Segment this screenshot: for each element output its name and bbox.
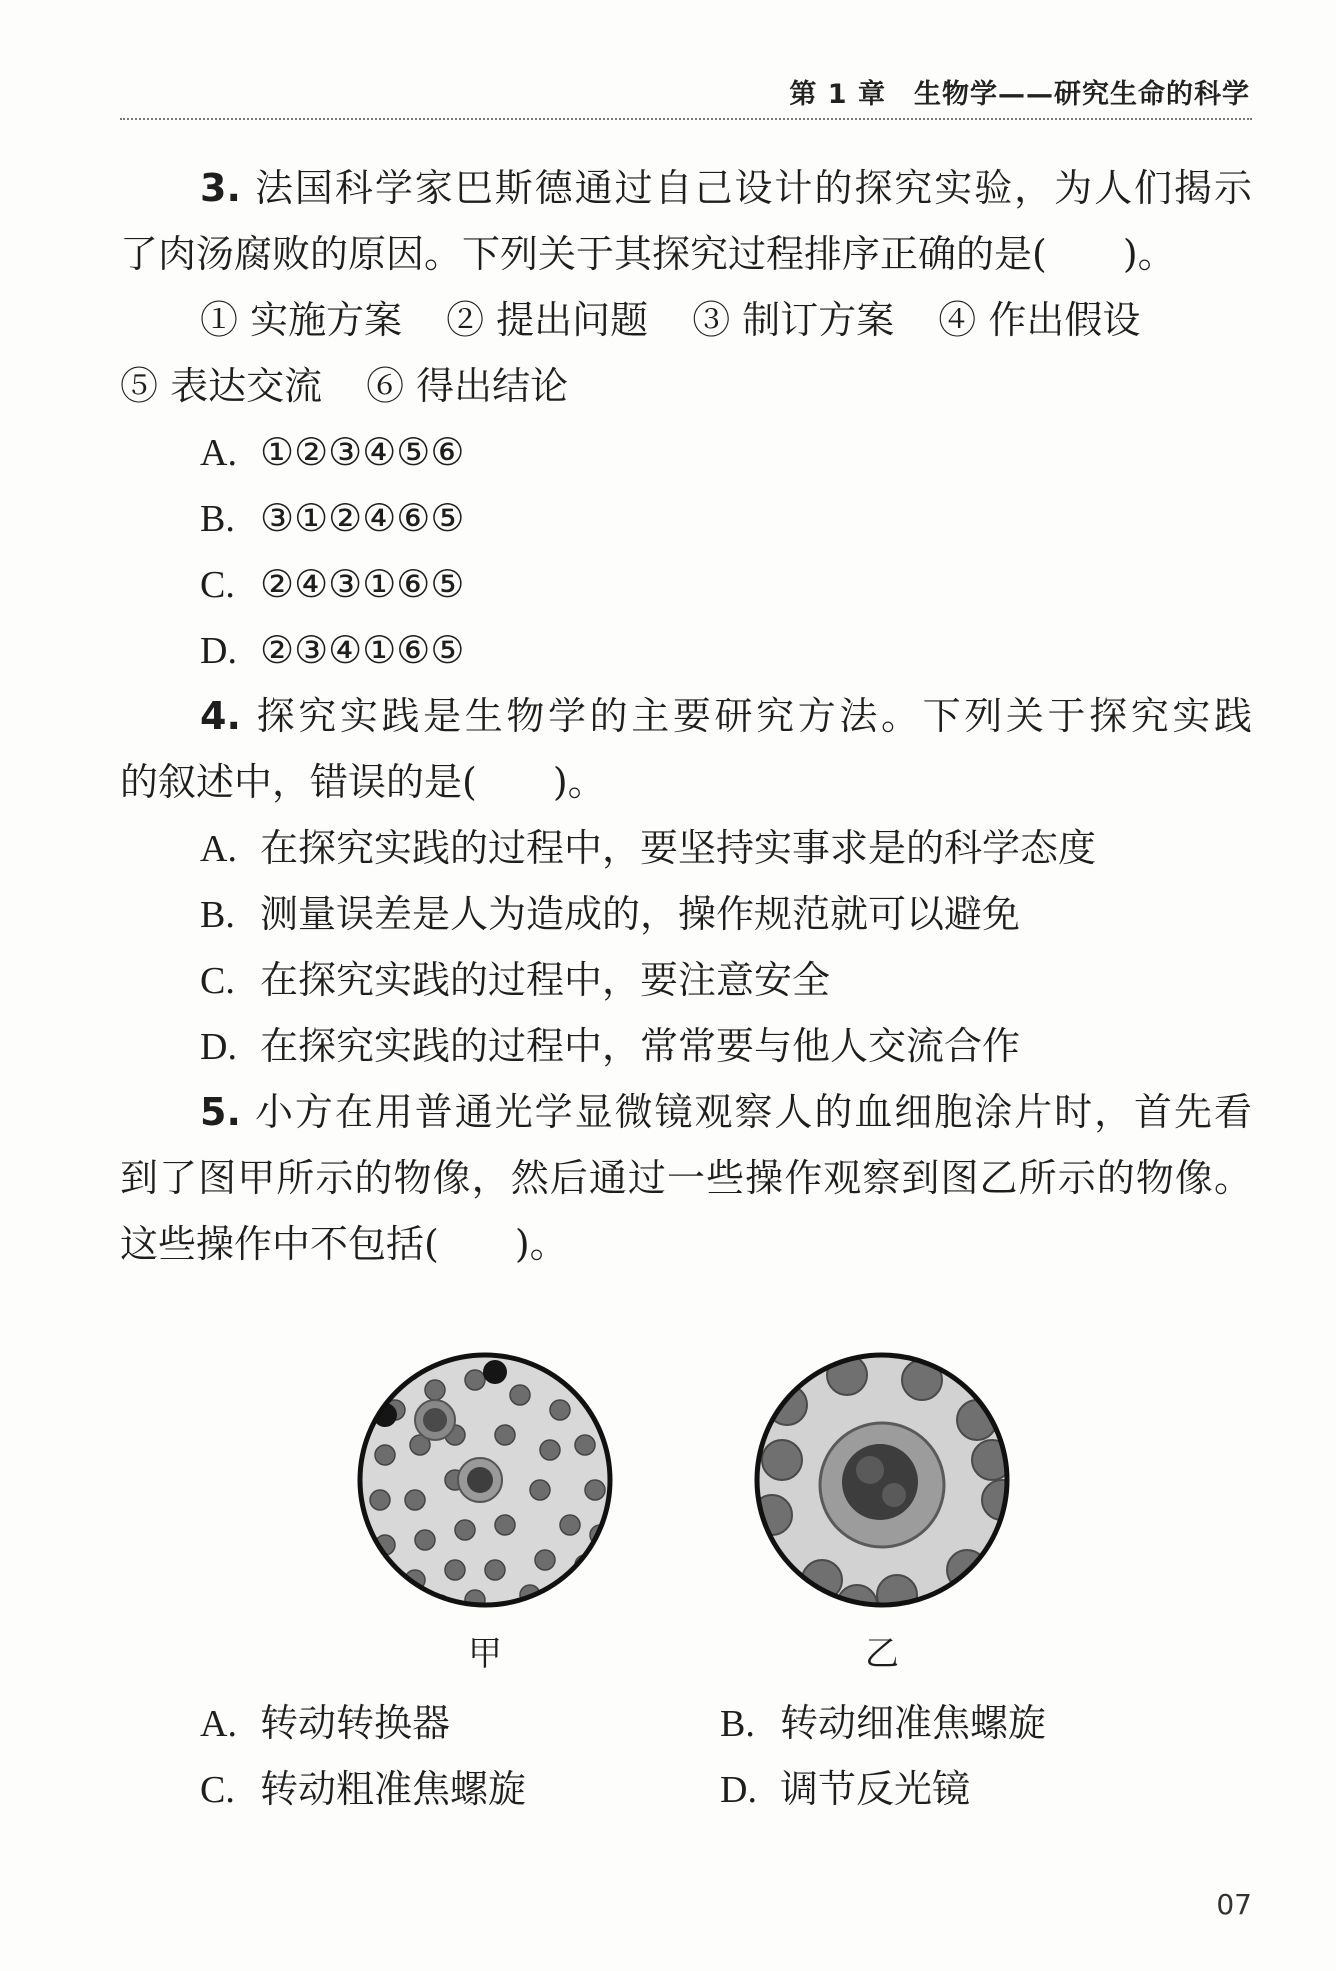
nucleus	[842, 1444, 918, 1520]
q5-line-3: 这些操作中不包括( )。	[120, 1222, 568, 1266]
q3-item-1: ① 实施方案	[200, 298, 403, 342]
q4-number: 4.	[200, 694, 241, 738]
chapter-title: 第 1 章 生物学——研究生命的科学	[789, 79, 1250, 110]
red-blood-cell	[535, 1550, 555, 1570]
red-blood-cell	[405, 1490, 425, 1510]
red-blood-cell	[465, 1370, 485, 1390]
q3-item-6: ⑥ 得出结论	[366, 364, 569, 408]
q3-line-2: 了肉汤腐败的原因。下列关于其探究过程排序正确的是( )。	[120, 232, 1176, 276]
q3-option-b: B. ③①②④⑥⑤	[200, 496, 465, 540]
q5-option-c: C. 转动粗准焦螺旋	[200, 1767, 527, 1811]
figure-b-label: 乙	[865, 1634, 899, 1674]
figure-a	[355, 1350, 615, 1675]
page-header	[120, 58, 1252, 120]
q3-number: 3.	[200, 166, 241, 210]
red-blood-cell	[510, 1385, 530, 1405]
dark-cell	[483, 1360, 507, 1384]
q3-option-a: A. ①②③④⑤⑥	[200, 430, 465, 474]
q5-number: 5.	[200, 1090, 241, 1134]
low-magnification-image	[355, 1350, 615, 1610]
red-blood-cell	[495, 1515, 515, 1535]
red-blood-cell	[560, 1515, 580, 1535]
q4-option-a: A. 在探究实践的过程中，要坚持实事求是的科学态度	[200, 826, 1097, 870]
q3-line-1: 3. 法国科学家巴斯德通过自己设计的探究实验，为人们揭示	[200, 166, 1252, 210]
red-blood-cell	[360, 1570, 380, 1590]
red-blood-cell	[495, 1425, 515, 1445]
nucleus-lobe	[856, 1456, 884, 1484]
red-blood-cell	[540, 1440, 560, 1460]
red-blood-cell	[530, 1480, 550, 1500]
red-blood-cell	[415, 1530, 435, 1550]
q4-option-b: B. 测量误差是人为造成的，操作规范就可以避免	[200, 892, 1021, 936]
q4-line-2: 的叙述中，错误的是( )。	[120, 760, 606, 804]
nucleus	[423, 1408, 447, 1432]
q5-line-2: 到了图甲所示的物像，然后通过一些操作观察到图乙所示的物像。	[120, 1156, 1252, 1200]
q4-option-c: C. 在探究实践的过程中，要注意安全	[200, 958, 831, 1002]
q5-option-b: B. 转动细准焦螺旋	[720, 1701, 1047, 1745]
page-content	[120, 155, 1252, 1277]
q5-option-d: D. 调节反光镜	[720, 1767, 971, 1811]
page-number: 07	[1216, 1888, 1252, 1921]
red-blood-cell	[762, 1440, 802, 1480]
q5-line-1: 5. 小方在用普通光学显微镜观察人的血细胞涂片时，首先看	[200, 1090, 1252, 1134]
red-blood-cell	[585, 1480, 605, 1500]
q5-options	[200, 1690, 1250, 1822]
figure-a-label: 甲	[468, 1634, 502, 1674]
q3-option-d: D. ②③④①⑥⑤	[200, 628, 465, 672]
q4-line-1: 4. 探究实践是生物学的主要研究方法。下列关于探究实践	[200, 694, 1252, 738]
q3-item-4: ④ 作出假设	[938, 298, 1141, 342]
microscope-figures	[0, 1350, 1336, 1680]
red-blood-cell	[550, 1400, 570, 1420]
red-blood-cell	[425, 1380, 445, 1400]
red-blood-cell	[575, 1435, 595, 1455]
red-blood-cell	[485, 1560, 505, 1580]
high-magnification-image	[752, 1350, 1012, 1610]
q4-option-d: D. 在探究实践的过程中，常常要与他人交流合作	[200, 1024, 1021, 1068]
q3-item-2: ② 提出问题	[446, 298, 649, 342]
nucleus	[467, 1467, 493, 1493]
q3-item-3: ③ 制订方案	[692, 298, 895, 342]
q5-option-a: A. 转动转换器	[200, 1701, 451, 1745]
red-blood-cell	[445, 1560, 465, 1580]
q3-item-5: ⑤ 表达交流	[120, 364, 323, 408]
q3-items	[120, 287, 1252, 353]
q3-items-2	[120, 353, 1252, 419]
red-blood-cell	[375, 1445, 395, 1465]
figure-b	[752, 1350, 1012, 1675]
red-blood-cell	[455, 1520, 475, 1540]
q3-option-c: C. ②④③①⑥⑤	[200, 562, 465, 606]
red-blood-cell	[370, 1490, 390, 1510]
nucleus-lobe	[882, 1483, 906, 1507]
